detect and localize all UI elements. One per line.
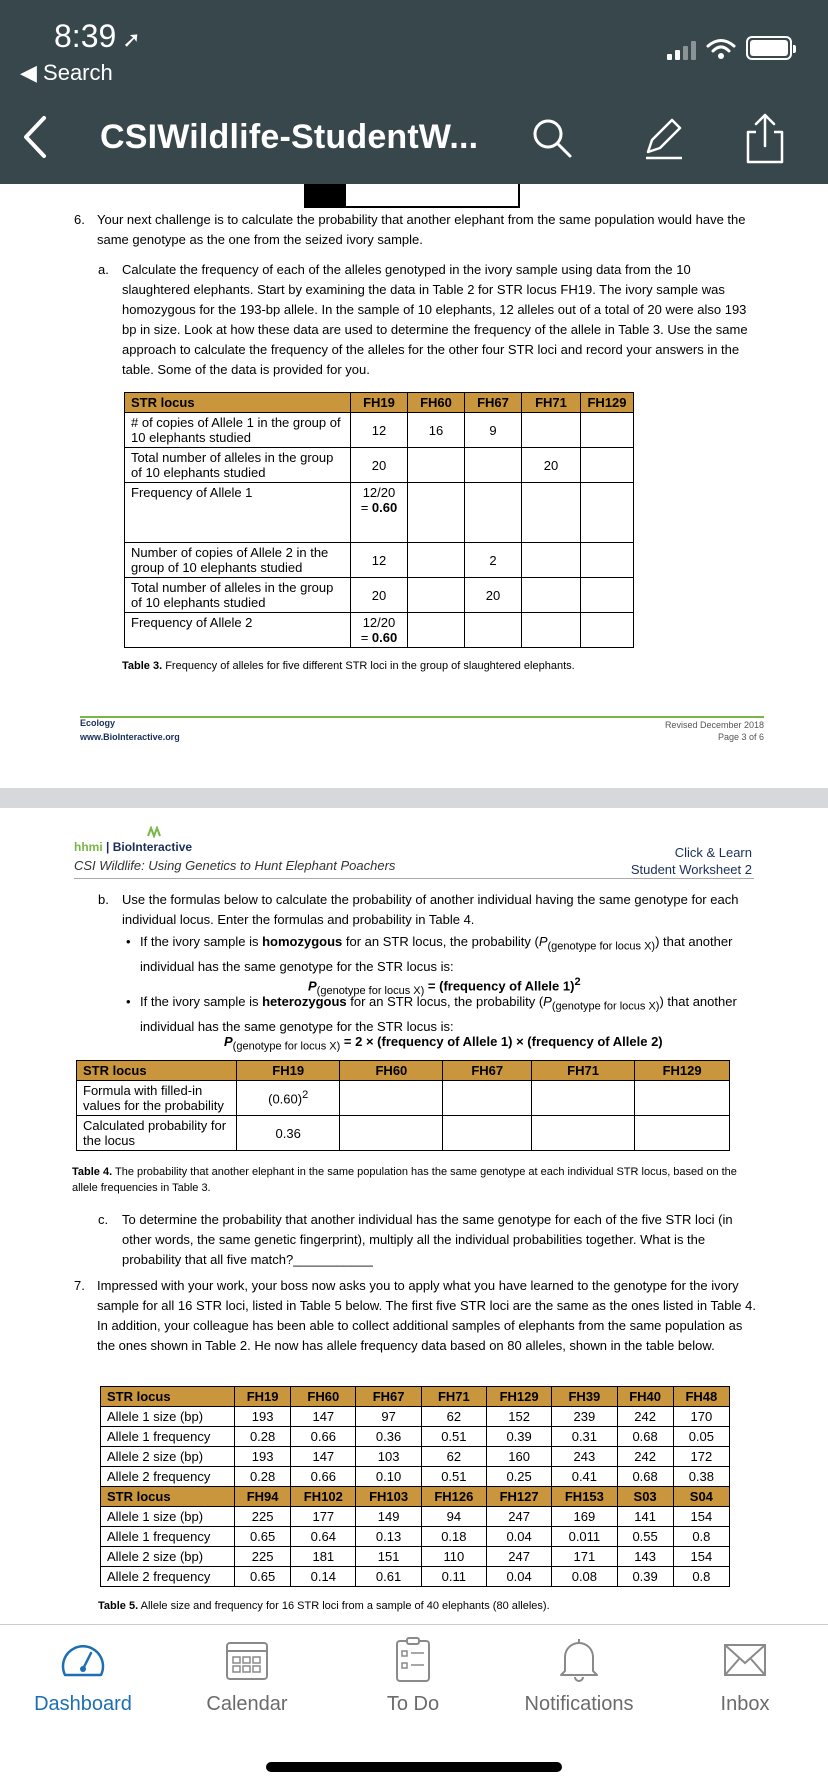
- table-row: [101, 1527, 730, 1547]
- cell[interactable]: [464, 448, 521, 483]
- cell[interactable]: [521, 613, 580, 648]
- table-row: [101, 1567, 730, 1587]
- cell: 0.65: [235, 1527, 291, 1547]
- header-rule: [74, 878, 754, 879]
- col-header: FH60: [340, 1061, 443, 1081]
- cell[interactable]: [407, 483, 464, 543]
- table-5-caption: Table 5. Allele size and frequency for 16 STR loci from a sample of 40 elephants (80 alleles).: [98, 1600, 550, 1612]
- cell: 0.11: [421, 1567, 486, 1587]
- bell-icon: [553, 1635, 605, 1683]
- cell: 193: [235, 1407, 291, 1427]
- cell[interactable]: [443, 1116, 531, 1151]
- top-bar: [0, 0, 828, 184]
- footer-site: www.BioInteractive.org: [80, 732, 180, 742]
- row-label: Allele 1 size (bp): [101, 1507, 235, 1527]
- search-icon[interactable]: [528, 110, 578, 166]
- cell: 239: [552, 1407, 617, 1427]
- signal-icon: [667, 40, 696, 60]
- row-label: Total number of alleles in the group of 10 elephants studied: [125, 578, 351, 613]
- table-5: [100, 1386, 730, 1587]
- cell[interactable]: [635, 1116, 730, 1151]
- row-label: Allele 1 frequency: [101, 1527, 235, 1547]
- col-header: FH71: [531, 1061, 634, 1081]
- cell: 0.66: [291, 1427, 356, 1447]
- b-label: b.: [98, 892, 109, 907]
- cell: 0.64: [291, 1527, 356, 1547]
- cell: 0.39: [486, 1427, 551, 1447]
- q6-number: 6.: [74, 212, 85, 227]
- table-header: [125, 393, 634, 413]
- cell[interactable]: 20: [464, 578, 521, 613]
- table-row: [101, 1547, 730, 1567]
- col-header: STR locus: [77, 1061, 237, 1081]
- cell: 0.18: [421, 1527, 486, 1547]
- cell[interactable]: [581, 448, 634, 483]
- cell: 141: [617, 1507, 673, 1527]
- bullet-icon: •: [126, 934, 131, 949]
- cell-frequency[interactable]: [350, 483, 407, 543]
- annotate-pen-icon[interactable]: [638, 110, 688, 166]
- cell-formula[interactable]: $(0.60)^2$: [237, 1081, 340, 1116]
- col-header: FH71: [521, 393, 580, 413]
- cell: 62: [421, 1447, 486, 1467]
- share-icon[interactable]: [740, 110, 790, 166]
- cell: 147: [291, 1447, 356, 1467]
- table-row: [77, 1081, 730, 1116]
- col-header: FH102: [291, 1487, 356, 1507]
- cell: 154: [673, 1507, 729, 1527]
- cell: 0.41: [552, 1467, 617, 1487]
- cell[interactable]: [635, 1081, 730, 1116]
- row-label: Allele 2 frequency: [101, 1567, 235, 1587]
- cell: 103: [356, 1447, 421, 1467]
- cell[interactable]: [521, 543, 580, 578]
- col-header: FH129: [486, 1387, 551, 1407]
- col-header: FH153: [552, 1487, 617, 1507]
- col-header: FH67: [464, 393, 521, 413]
- cell: 0.05: [673, 1427, 729, 1447]
- cell: 143: [617, 1547, 673, 1567]
- hhmi-logo-icon: [146, 826, 162, 838]
- cell: 0.68: [617, 1467, 673, 1487]
- q7-number: 7.: [74, 1278, 85, 1293]
- cell: 0.31: [552, 1427, 617, 1447]
- b-text: Use the formulas below to calculate the probability of another individual having the same genotype for each individual locus. Enter the formulas and probability in Table 4.: [122, 892, 739, 927]
- col-header: S03: [617, 1487, 673, 1507]
- col-header: FH19: [237, 1061, 340, 1081]
- q6-text: Your next challenge is to calculate the probability that another elephant from the same population would have the same genotype as the one from the seized ivory sample.: [97, 212, 746, 247]
- cell: 242: [617, 1447, 673, 1467]
- back-chevron-icon[interactable]: [20, 112, 50, 162]
- cell: 0.55: [617, 1527, 673, 1547]
- cell: 97: [356, 1407, 421, 1427]
- cell: 0.13: [356, 1527, 421, 1547]
- cell[interactable]: 12: [350, 413, 407, 448]
- c-label: c.: [98, 1212, 109, 1227]
- cell[interactable]: [340, 1116, 443, 1151]
- cell[interactable]: 20: [350, 578, 407, 613]
- cell: 169: [552, 1507, 617, 1527]
- calendar-icon: [221, 1635, 273, 1683]
- col-header: FH129: [635, 1061, 730, 1081]
- wifi-icon: [706, 38, 736, 60]
- col-header: FH103: [356, 1487, 421, 1507]
- tab-todo[interactable]: To Do: [338, 1635, 488, 1716]
- cell: 0.38: [673, 1467, 729, 1487]
- col-header: STR locus: [101, 1487, 235, 1507]
- worksheet-subtitle: CSI Wildlife: Using Genetics to Hunt Elephant Poachers: [74, 858, 396, 873]
- cell: 243: [552, 1447, 617, 1467]
- table-row: [125, 448, 634, 483]
- cell[interactable]: 2: [464, 543, 521, 578]
- row-label: Allele 1 size (bp): [101, 1407, 235, 1427]
- cell[interactable]: 16: [407, 413, 464, 448]
- cell: 149: [356, 1507, 421, 1527]
- table-row: [125, 578, 634, 613]
- cell: 247: [486, 1507, 551, 1527]
- cell: 147: [291, 1407, 356, 1427]
- col-header: FH94: [235, 1487, 291, 1507]
- col-header: FH60: [407, 393, 464, 413]
- table-row: [101, 1447, 730, 1467]
- row-label: Calculated probability for the locus: [77, 1116, 237, 1151]
- cell[interactable]: [340, 1081, 443, 1116]
- row-label: Allele 1 frequency: [101, 1427, 235, 1447]
- cell: 160: [486, 1447, 551, 1467]
- cell: 0.25: [486, 1467, 551, 1487]
- cell: 110: [421, 1547, 486, 1567]
- row-label: Frequency of Allele 2: [125, 613, 351, 648]
- cell[interactable]: [581, 543, 634, 578]
- row-label: # of copies of Allele 1 in the group of 10 elephants studied: [125, 413, 351, 448]
- footer-rule: [80, 716, 764, 718]
- footer-page: Page 3 of 6: [717, 732, 764, 742]
- cell: 152: [486, 1407, 551, 1427]
- tab-dashboard[interactable]: Dashboard: [8, 1635, 158, 1716]
- home-indicator[interactable]: [266, 1762, 562, 1772]
- col-header: FH71: [421, 1387, 486, 1407]
- col-header: FH39: [552, 1387, 617, 1407]
- table-row: [125, 483, 634, 543]
- cell: 170: [673, 1407, 729, 1427]
- table-header: [101, 1387, 730, 1407]
- cell[interactable]: 20: [521, 448, 580, 483]
- row-label: Frequency of Allele 1: [125, 483, 351, 543]
- table-row: [101, 1507, 730, 1527]
- cell: 0.08: [552, 1567, 617, 1587]
- document-viewer[interactable]: [0, 184, 828, 1624]
- eq: =: [360, 500, 372, 515]
- page-separator: [0, 788, 828, 808]
- cell: 0.10: [356, 1467, 421, 1487]
- table-row: [101, 1427, 730, 1447]
- cell[interactable]: [464, 613, 521, 648]
- cell[interactable]: [407, 578, 464, 613]
- cell: 154: [673, 1547, 729, 1567]
- bullet-homozygous: If the ivory sample is homozygous for an STR locus, the probability $(P_{(genotype for locus X)})$ that another individual has the same genotype for the STR locus is:: [140, 934, 733, 974]
- table-header: [77, 1061, 730, 1081]
- cropped-figure: [304, 184, 520, 208]
- battery-icon: [746, 36, 792, 60]
- cell: 151: [356, 1547, 421, 1567]
- tab-inbox[interactable]: Inbox: [670, 1635, 820, 1716]
- todo-icon: [387, 1635, 439, 1683]
- cell[interactable]: 9: [464, 413, 521, 448]
- cell: 0.66: [291, 1467, 356, 1487]
- cell[interactable]: [521, 413, 580, 448]
- table-4-caption: Table 4. The probability that another elephant in the same population has the same genotype at each individual STR locus, based on the allele frequencies in Table 3.: [72, 1166, 737, 1194]
- q6a-label: a.: [98, 262, 109, 277]
- table-3-caption: Table 3. Frequency of alleles for five different STR loci in the group of slaughtered elephants.: [122, 660, 575, 672]
- table-4: [76, 1060, 730, 1151]
- cell[interactable]: [464, 483, 521, 543]
- col-header: FH19: [235, 1387, 291, 1407]
- table-row: [125, 413, 634, 448]
- col-header: FH67: [443, 1061, 531, 1081]
- table-row: [101, 1407, 730, 1427]
- formula-heterozygous: $P_{(genotype for locus X)} = 2$ × (frequency of Allele 1) × (frequency of Allele 2): [224, 1034, 663, 1053]
- cell: 247: [486, 1547, 551, 1567]
- cell[interactable]: [581, 578, 634, 613]
- table-header: [101, 1487, 730, 1507]
- q6a-text: Calculate the frequency of each of the alleles genotyped in the ivory sample using data from the 10 slaughtered elephants. Start by examining the data in Table 2 for STR locus FH19. The ivory sample was homozygous for the 193-bp allele. In the sample of 10 elephants, 12 alleles out of a total of 20 were also 193 bp in size. Look at how these data are used to determine the frequency of the allele in Table 3. Use the same approach to calculate the frequency of the alleles for the other four STR loci and record your answers in the table. Some of the data is provided for you.: [122, 262, 748, 377]
- cell: 62: [421, 1407, 486, 1427]
- q7-text: Impressed with your work, your boss now asks you to apply what you have learned to the genotype for the ivory sample for all 16 STR loci, listed in Table 5 below. The first five STR loci are the same as the ones listed in Table 4. In addition, your colleague has been able to collect additional samples of elephants from the same population as the ones shown in Table 2. He now has allele frequency data based on 80 alleles, shown in the table below.: [97, 1278, 756, 1353]
- cell: 172: [673, 1447, 729, 1467]
- cell: 177: [291, 1507, 356, 1527]
- table-row: [125, 543, 634, 578]
- cell: 0.61: [356, 1567, 421, 1587]
- cell: 0.04: [486, 1527, 551, 1547]
- table-row: [125, 613, 634, 648]
- frac: 12/20: [362, 615, 396, 630]
- table-row: [77, 1116, 730, 1151]
- col-header: STR locus: [101, 1387, 235, 1407]
- cell[interactable]: [531, 1081, 634, 1116]
- frequency-value: 0.60: [371, 500, 398, 515]
- table-3: [124, 392, 634, 648]
- tab-calendar[interactable]: Calendar: [172, 1635, 322, 1716]
- cell: 0.14: [291, 1567, 356, 1587]
- cell: 0.51: [421, 1467, 486, 1487]
- cell: 225: [235, 1547, 291, 1567]
- location-arrow-icon: ➚: [122, 27, 141, 52]
- formula-homozygous: $P_{(genotype for locus X)}$ = (frequency of Allele 1)$^2$: [308, 976, 581, 997]
- col-header: FH126: [421, 1487, 486, 1507]
- cell: 181: [291, 1547, 356, 1567]
- cell[interactable]: 12: [350, 543, 407, 578]
- cell: 0.68: [617, 1427, 673, 1447]
- page-title: CSIWildlife-StudentW...: [100, 118, 479, 156]
- cell: 0.65: [235, 1567, 291, 1587]
- hhmi-logo: hhmi | BioInteractive: [74, 840, 193, 854]
- cell-frequency[interactable]: [350, 613, 407, 648]
- cell[interactable]: [581, 413, 634, 448]
- back-to-search[interactable]: ◀ Search: [20, 60, 113, 85]
- cell: 0.8: [673, 1567, 729, 1587]
- click-learn-label: Click & Learn Student Worksheet 2: [630, 845, 752, 877]
- cell: 94: [421, 1507, 486, 1527]
- cell: 0.28: [235, 1467, 291, 1487]
- row-label: Allele 2 size (bp): [101, 1547, 235, 1567]
- cell[interactable]: [521, 578, 580, 613]
- cell: 225: [235, 1507, 291, 1527]
- col-header: FH67: [356, 1387, 421, 1407]
- status-icons: [667, 36, 792, 60]
- cell: 0.51: [421, 1427, 486, 1447]
- cell: 0.011: [552, 1527, 617, 1547]
- col-header: STR locus: [125, 393, 351, 413]
- col-header: FH129: [581, 393, 634, 413]
- status-time: 8:39 ➚: [54, 18, 141, 54]
- row-label: Allele 2 frequency: [101, 1467, 235, 1487]
- cell: 0.8: [673, 1527, 729, 1547]
- cell[interactable]: [581, 483, 634, 543]
- cell: 0.28: [235, 1427, 291, 1447]
- col-header: S04: [673, 1487, 729, 1507]
- cell: 0.04: [486, 1567, 551, 1587]
- row-label: Total number of alleles in the group of 10 elephants studied: [125, 448, 351, 483]
- bullet-icon: •: [126, 994, 131, 1009]
- cell-probability[interactable]: 0.36: [237, 1116, 340, 1151]
- cell[interactable]: 20: [350, 448, 407, 483]
- col-header: FH127: [486, 1487, 551, 1507]
- c-text: To determine the probability that another individual has the same genotype for each of the five STR loci (in other words, the same genetic fingerprint), multiply all the individual probabilities together. What is the probability that all five match?___________: [122, 1212, 733, 1267]
- cell[interactable]: [521, 483, 580, 543]
- dashboard-icon: [57, 1635, 109, 1683]
- col-header: FH40: [617, 1387, 673, 1407]
- cell: 171: [552, 1547, 617, 1567]
- col-header: FH48: [673, 1387, 729, 1407]
- inbox-icon: [719, 1635, 771, 1683]
- cell[interactable]: [581, 613, 634, 648]
- eq: =: [360, 630, 372, 645]
- cell[interactable]: [407, 613, 464, 648]
- bullet-heterozygous: If the ivory sample is heterozygous for an STR locus, the probability $(P_{(genotype for locus X)})$ that another individual has the same genotype for the STR locus is:: [140, 994, 737, 1034]
- row-label: Number of copies of Allele 2 in the group of 10 elephants studied: [125, 543, 351, 578]
- col-header: FH19: [350, 393, 407, 413]
- frequency-value: 0.60: [371, 630, 398, 645]
- cell[interactable]: [407, 448, 464, 483]
- cell: 193: [235, 1447, 291, 1467]
- table-row: [101, 1467, 730, 1487]
- tab-notifications[interactable]: Notifications: [504, 1635, 654, 1716]
- cell[interactable]: [443, 1081, 531, 1116]
- col-header: FH60: [291, 1387, 356, 1407]
- footer-revised: Revised December 2018: [664, 720, 764, 730]
- cell: 0.39: [617, 1567, 673, 1587]
- footer-ecology: Ecology: [80, 718, 116, 728]
- row-label: Formula with filled-in values for the probability: [77, 1081, 237, 1116]
- cell: 242: [617, 1407, 673, 1427]
- cell[interactable]: [407, 543, 464, 578]
- frac: 12/20: [362, 485, 396, 500]
- cell: 0.36: [356, 1427, 421, 1447]
- row-label: Allele 2 size (bp): [101, 1447, 235, 1467]
- cell[interactable]: [531, 1116, 634, 1151]
